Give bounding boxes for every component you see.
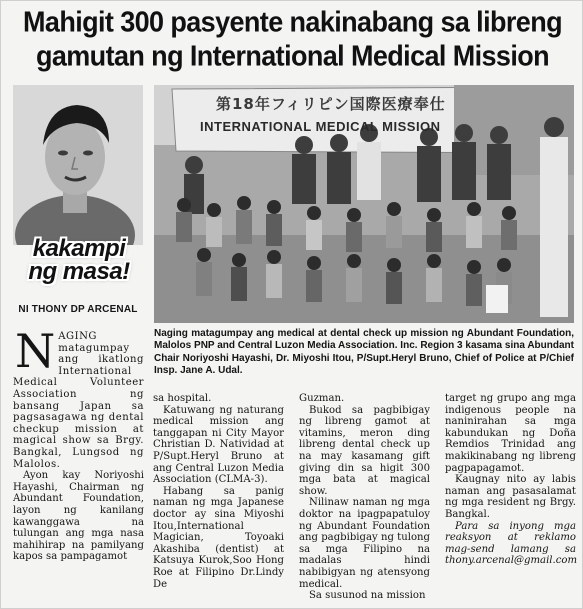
article-paragraph: Guzman.: [299, 393, 345, 404]
article-column-2: [153, 393, 284, 590]
article-column-4: [445, 393, 576, 567]
article-column-1: [13, 324, 144, 563]
drop-cap: N: [15, 324, 56, 378]
article-paragraph: Nilinaw naman ng mga doktor na ipagpapatuloy ng Abundant Foundation ang pagbibigay ng tulong sa mga Filipino na madalas hindi nabibigyan ng atensyong medical.: [299, 497, 430, 590]
article-paragraph: Ayon kay Noriyoshi Hayashi, Chairman ng Abundant Foundation, layon ng kanilang kawanggawa na tulungan ang mga nasa mahihirap na pamilyang kapos sa pampagamot: [13, 470, 144, 563]
article-paragraph: Bukod sa pagbibigay ng libreng gamot at vitamins, meron ding libreng dental check up na may kasamang gift giving din sa higit 300 mga bata at magical show.: [299, 404, 430, 497]
contact-note: Para sa inyong mga reaksyon at reklamo mag-send lamang sa thony.arcenal@gmail.com: [445, 520, 578, 567]
headline: [9, 5, 576, 72]
photo-caption: Naging matagumpay ang medical at dental check up mission ng Abundant Foundation, Malolos PNP and Central Luzon Media Association. Inc. Region 3 kasama sina Abundant Chair Noriyoshi Hayashi, Dr. Miyoshi Itou, P/Supt.Heryl Bruno, Chief of Police at P/Chief Insp. Jane A. Udal.: [154, 328, 574, 377]
headline-line-1: Mahigit 300 pasyente nakinabang sa libreng: [23, 6, 562, 38]
article-paragraph: target ng grupo ang mga indigenous people na naninirahan sa mga kabundukan ng Doña Remdios Trinidad ang makikinabang ng libreng pagpapagamot.: [445, 393, 576, 474]
article-paragraph: sa hospital.: [153, 393, 212, 404]
column-title-line-1: kakampi: [32, 235, 126, 262]
column-title: [11, 237, 147, 283]
banner-english-text: INTERNATIONAL MEDICAL MISSION: [200, 119, 441, 134]
article-paragraph: Kaugnay nito ay labis naman ang pasasalamat ng mga resident ng Brgy. Bangkal.: [445, 474, 576, 520]
column-title-line-2: ng masa!: [28, 258, 130, 285]
byline: NI THONY DP ARCENAL: [18, 304, 138, 315]
mission-group-photo: [154, 85, 574, 323]
columnist-photo: [13, 85, 143, 245]
article-column-3: [299, 393, 430, 602]
headline-line-2: gamutan ng International Medical Mission: [35, 40, 550, 72]
article-paragraph: Sa susunod na mission: [309, 590, 426, 602]
article-lead-paragraph: NAGING matagumpay ang ikatlong International Medical Volunteer Association ng bansang Japan sa pagsasagawa ng dental checkup mission at magical show sa Brgy. Bangkal, Lungsod ng Malolos.: [13, 324, 144, 470]
article-paragraph: Katuwang ng naturang medical mission ang tanggapan ni City Mayor Christian D. Natividad at P/Supt.Heryl Bruno at ang Central Luzon Media Association (CLMA-3).: [153, 404, 284, 486]
article-paragraph: Habang sa panig naman ng mga Japanese doctor ay sina Miyoshi Itou,International Magician, Toyoaki Akashiba (dentist) at Katsuya Kurok,Soo Hong Roe at Filipino Dr.Lindy De: [153, 485, 284, 590]
banner-japanese-text: 第18年フィリピン国際医療奉仕: [216, 95, 446, 113]
